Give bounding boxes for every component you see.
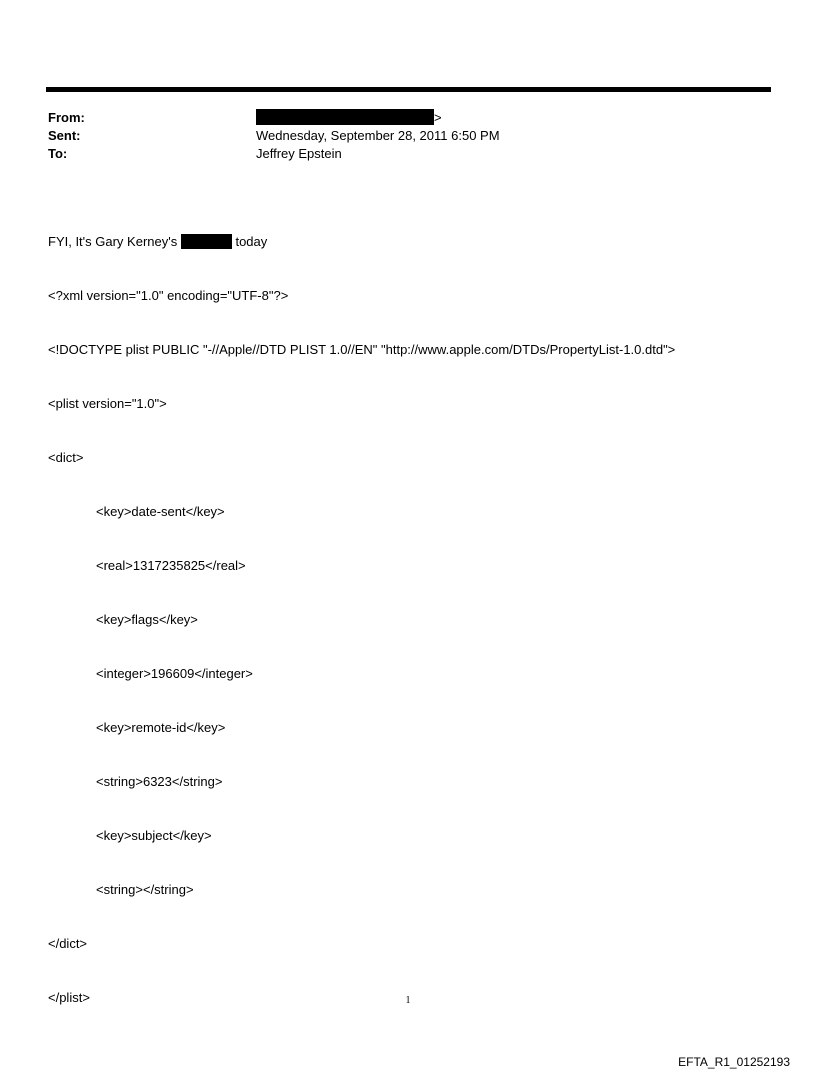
string-value-line: <string>6323</string> bbox=[96, 774, 223, 789]
to-value: Jeffrey Epstein bbox=[256, 146, 342, 161]
dict-close-line: </dict> bbox=[48, 936, 88, 951]
doctype-line: <!DOCTYPE plist PUBLIC "-//Apple//DTD PLIST 1.0//EN" "http://www.apple.com/DTDs/PropertyList-1.0.dtd"> bbox=[48, 342, 676, 357]
intro-text-before: FYI, It's Gary Kerney's bbox=[48, 234, 181, 249]
sent-label: Sent: bbox=[48, 128, 81, 143]
xml-declaration-line: <?xml version="1.0" encoding="UTF-8"?> bbox=[48, 288, 289, 303]
intro-line bbox=[48, 233, 675, 251]
to-label: To: bbox=[48, 146, 68, 161]
sent-value: Wednesday, September 28, 2011 6:50 PM bbox=[256, 128, 500, 143]
intro-text-after: today bbox=[231, 234, 268, 249]
key-date-sent-line: <key>date-sent</key> bbox=[96, 504, 225, 519]
plist-close-line: </plist> bbox=[48, 990, 90, 1005]
string-empty-line: <string></string> bbox=[96, 882, 194, 897]
key-flags-line: <key>flags</key> bbox=[96, 612, 198, 627]
from-suffix: > bbox=[434, 110, 442, 125]
from-label: From: bbox=[48, 110, 85, 125]
plist-open-line: <plist version="1.0"> bbox=[48, 396, 167, 411]
dict-open-line: <dict> bbox=[48, 450, 84, 465]
header-divider bbox=[46, 87, 771, 92]
key-subject-line: <key>subject</key> bbox=[96, 828, 212, 843]
page-number: 1 bbox=[405, 995, 411, 1006]
from-value bbox=[256, 109, 442, 127]
document-id: EFTA_R1_01252193 bbox=[678, 1055, 790, 1069]
email-body bbox=[48, 197, 675, 1025]
real-value-line: <real>1317235825</real> bbox=[96, 558, 246, 573]
integer-value-line: <integer>196609</integer> bbox=[96, 666, 253, 681]
from-redaction bbox=[256, 109, 434, 125]
key-remote-id-line: <key>remote-id</key> bbox=[96, 720, 226, 735]
body-redaction bbox=[181, 234, 232, 249]
